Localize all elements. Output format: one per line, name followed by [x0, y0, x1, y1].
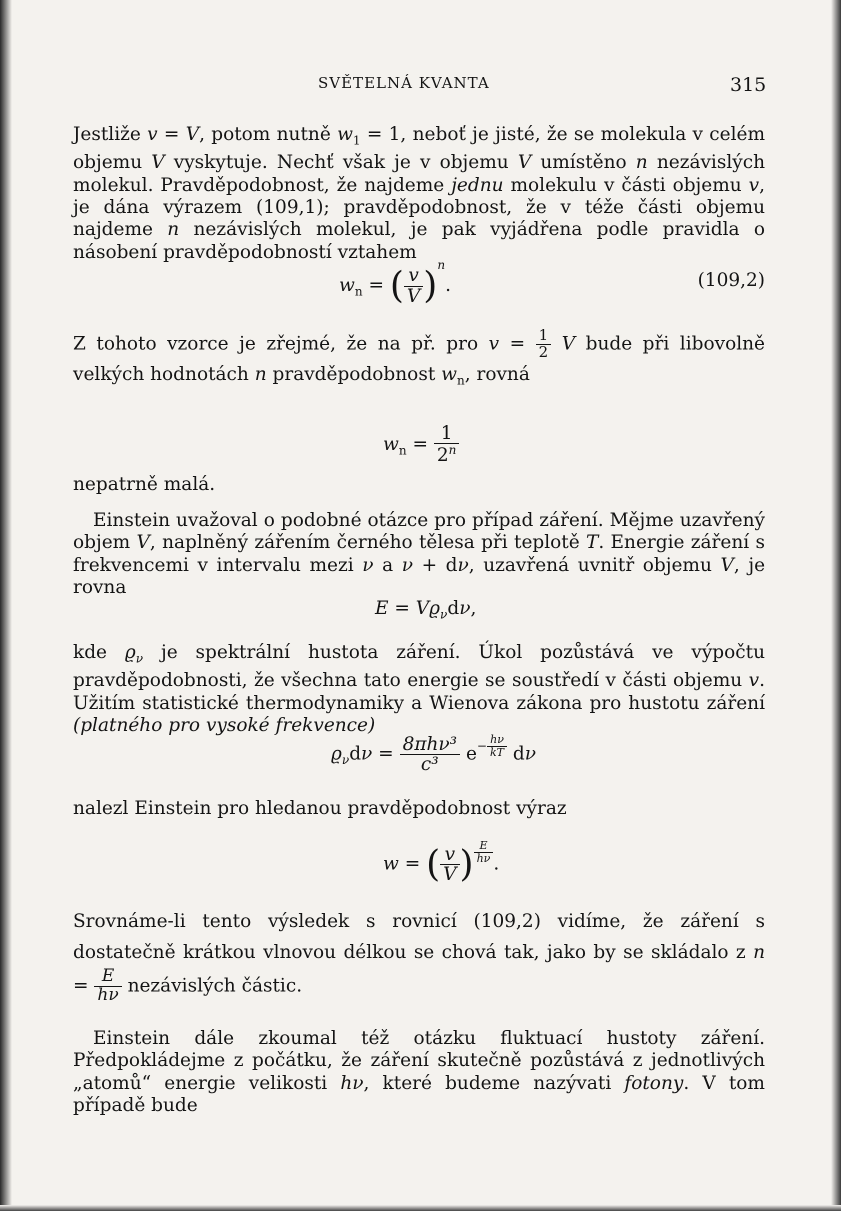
paragraph-4	[73, 510, 765, 600]
equation-body: $w_n$ = ( $\frac{v}{V}$ )$^n$.	[339, 258, 451, 307]
paragraph-7	[73, 906, 765, 1005]
paragraph-1-text: Jestliže v = V, potom nutně $w_1 = 1$, neboť je jisté, že se molekula v celém objemu V vyskytuje. Nechť však je v objemu V umístěno n nezávislých molekul. Pravděpodobnost, že najdeme jednu molekulu v části objemu v, je dána výrazem (109,1); pravděpodobnost, že v téže části objemu najdeme n nezávislých molekul, je pak vyjádřena podle pravidla o násobení pravděpodobností vztahem	[73, 124, 766, 263]
equation-probability	[73, 840, 765, 892]
page-number: 315	[730, 74, 767, 96]
equation-wien	[73, 734, 765, 784]
exponent-fraction: $\frac{h\nu}{kT}$	[487, 734, 507, 758]
equation-109-2	[73, 258, 765, 307]
fraction-v-over-V: $\frac{v}{V}$	[404, 266, 423, 306]
equation-body: w = ( $\frac{v}{V}$ ) $^{\frac{E}{h\nu}}$ .	[383, 839, 500, 886]
equation-number: (109,2)	[697, 270, 765, 291]
running-title: SVĚTELNÁ KVANTA	[318, 74, 490, 92]
fraction-v-over-V: $\frac{v}{V}$	[440, 845, 459, 885]
paragraph-5-text: kde $ϱ_\nu$ je spektrální hustota záření. Úkol pozůstává ve výpočtu pravděpodobnosti, že všechna tato energie se soustředí v části objemu v. Užitím statistické thermodynamiky a Wienova zákona pro hustotu záření (platného pro vysoké frekvence)	[73, 642, 765, 736]
paragraph-6-text: nalezl Einstein pro hledanou pravděpodobnost výraz	[73, 798, 567, 819]
paragraph-2	[73, 328, 765, 394]
paragraph-6	[73, 798, 765, 820]
paragraph-8-text: Einstein dále zkoumal též otázku fluktuací hustoty záření. Předpokládejme z počátku, že záření skutečně pozůstává z jednotlivých „atomů“ energie velikosti hν, které budeme nazývati fotony. V tom případě bude	[73, 1028, 765, 1117]
equation-body: $w_n$ = $\frac{1}{2^n}$	[383, 424, 459, 466]
equation-wn-half-power	[73, 422, 765, 468]
page-right-shadow	[831, 0, 841, 1211]
paragraph-3	[73, 474, 765, 496]
paragraph-3-text: nepatrně malá.	[73, 474, 216, 495]
paragraph-5	[73, 642, 765, 737]
paragraph-7-text: Srovnáme-li tento výsledek s rovnicí (109,2) vidíme, že záření s dostatečně krátkou vlnovou délkou se chová tak, jako by se skládalo z n = $\frac{E}{h\nu}$ nezávislých částic.	[73, 911, 765, 1005]
equation-body: $E = Vϱ_\nu d\nu$,	[375, 598, 477, 622]
page-left-shadow	[0, 0, 12, 1211]
paragraph-1	[73, 124, 765, 264]
fraction-one-over-two-power-n: $\frac{1}{2^n}$	[434, 424, 460, 466]
page-header	[0, 74, 841, 96]
equation-body: $ϱ_\nu d\nu$ = $\frac{\text{8πhν³}}{\text{c³}}$ $e^{- \frac{h\nu}{kT}}$ dν	[331, 733, 536, 776]
paragraph-2-text: Z tohoto vzorce je zřejmé, že na př. pro v = $\frac{1}{2}$ V bude při libovolně velkých hodnotách n pravděpodobnost $w_n$, rovná	[73, 326, 765, 388]
page-bottom-shadow	[0, 1205, 841, 1211]
paragraph-8	[73, 1028, 765, 1118]
fraction-8pi-h-nu-cubed-over-c-cubed: $\frac{\text{8πhν³}}{\text{c³}}$	[400, 735, 461, 775]
fraction-one-half: $\frac{1}{2}$	[536, 328, 552, 361]
equation-energy	[73, 598, 765, 628]
paragraph-4-text: Einstein uvažoval o podobné otázce pro případ záření. Mějme uzavřený objem V, naplněný zářením černého tělesa při teplotě T. Energie záření s frekvencemi v intervalu mezi ν a ν + dν, uzavřená uvnitř objemu V, je rovna	[73, 510, 766, 599]
exponent-fraction: E hν	[474, 840, 494, 864]
fraction-E-over-h-nu: $\frac{E}{h\nu}$	[94, 968, 121, 1005]
